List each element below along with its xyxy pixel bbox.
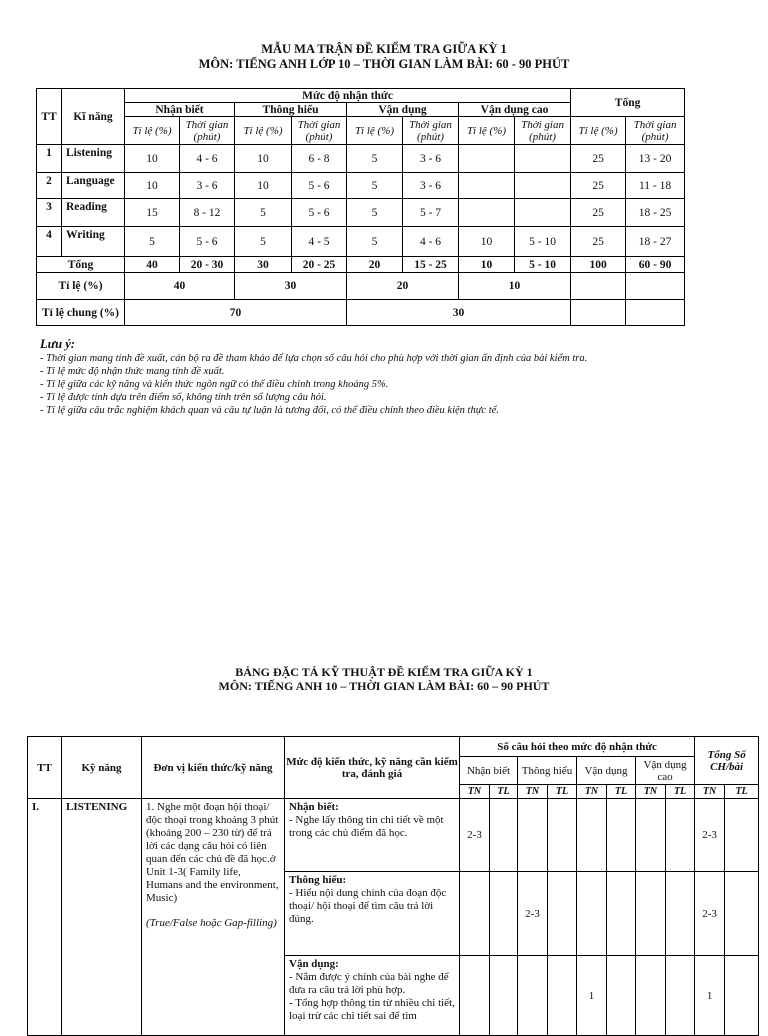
spec-sub-tl: TL <box>607 785 636 799</box>
section-unit <box>142 799 285 1036</box>
table-cell <box>459 145 515 173</box>
table-cell: 25 <box>571 199 626 227</box>
table-cell: 4 - 6 <box>180 145 235 173</box>
row-number: 1 <box>37 145 62 173</box>
ratio-label: Tỉ lệ (%) <box>37 273 125 300</box>
matrix-sub-ratio: Tỉ lệ (%) <box>571 117 626 145</box>
spec-sub-tn: TN <box>460 785 490 799</box>
table-cell: 70 <box>125 300 347 326</box>
table-cell: 2-3 <box>518 872 548 956</box>
matrix-sub-ratio: Tỉ lệ (%) <box>459 117 515 145</box>
table-cell: 10 <box>125 173 180 199</box>
level-desc: - Hiểu nội dung chính của đoạn độc thoại/ hội thoại để tìm câu trả lời đúng. <box>289 887 447 925</box>
table-cell: 5 - 10 <box>515 257 571 273</box>
table-row <box>37 145 685 173</box>
table-cell <box>636 872 666 956</box>
matrix-sub-ratio: Tỉ lệ (%) <box>125 117 180 145</box>
general-ratio-row <box>37 300 685 326</box>
table-cell <box>666 799 695 872</box>
matrix-header-van-dung-cao: Vận dụng cao <box>459 103 571 117</box>
spec-sub-tn: TN <box>577 785 607 799</box>
level-title: Nhận biết: <box>289 801 339 813</box>
table-cell: 5 - 6 <box>180 227 235 257</box>
section-unit-format: (True/False hoặc Gap-filling) <box>146 917 277 929</box>
table-cell <box>548 799 577 872</box>
matrix-header-nhan-biet: Nhận biết <box>125 103 235 117</box>
spec-header-van-dung-cao: Vận dụng cao <box>636 757 695 785</box>
table-cell: 5 <box>347 227 403 257</box>
table-cell: 2-3 <box>695 872 725 956</box>
table-cell <box>518 799 548 872</box>
spec-header-skill: Kỹ năng <box>62 737 142 799</box>
general-ratio-label: Tỉ lệ chung (%) <box>37 300 125 326</box>
spec-header-level: Mức độ kiến thức, kỹ năng cần kiểm tra, đánh giá <box>285 737 460 799</box>
table-cell <box>626 273 685 300</box>
matrix-sub-ratio: Tỉ lệ (%) <box>347 117 403 145</box>
row-skill: Language <box>62 173 125 199</box>
table-cell: 8 - 12 <box>180 199 235 227</box>
table-cell: 2-3 <box>695 799 725 872</box>
table-cell: 30 <box>347 300 571 326</box>
row-number: 4 <box>37 227 62 257</box>
table-cell <box>725 872 759 956</box>
spec-table <box>27 736 759 1036</box>
matrix-header-van-dung: Vận dụng <box>347 103 459 117</box>
spec-sub-tl: TL <box>490 785 518 799</box>
table-cell <box>490 872 518 956</box>
note-item: - Tỉ lệ giữa câu trắc nghiệm khách quan và câu tự luận là tương đối, có thể điều chỉnh theo điều kiện thực tế. <box>40 405 499 416</box>
total-row <box>37 257 685 273</box>
table-cell: 4 - 5 <box>292 227 347 257</box>
table-cell <box>515 173 571 199</box>
table-cell: 30 <box>235 257 292 273</box>
spec-sub-tl: TL <box>725 785 759 799</box>
table-cell: 40 <box>125 273 235 300</box>
table-cell: 5 <box>235 199 292 227</box>
spec-sub-tn: TN <box>636 785 666 799</box>
table-cell: 3 - 6 <box>403 173 459 199</box>
matrix-sub-time: Thời gian (phút) <box>180 117 235 145</box>
matrix-sub-time: Thời gian (phút) <box>626 117 685 145</box>
notes-title: Lưu ý: <box>40 337 75 351</box>
table-cell: 10 <box>235 173 292 199</box>
matrix-header-thong-hieu: Thông hiểu <box>235 103 347 117</box>
matrix-header-total: Tổng <box>571 89 685 117</box>
table-cell: 10 <box>235 145 292 173</box>
table-cell: 15 <box>125 199 180 227</box>
table-cell <box>607 872 636 956</box>
table-cell: 5 <box>347 145 403 173</box>
table-cell: 1 <box>577 956 607 1036</box>
spec-header-tt: TT <box>28 737 62 799</box>
notes-section <box>40 337 740 417</box>
row-skill: Writing <box>62 227 125 257</box>
table-cell <box>666 872 695 956</box>
level-desc: - Nghe lấy thông tin chi tiết về một trong các chủ điểm đã học. <box>289 814 444 839</box>
matrix-title: MẪU MA TRẬN ĐỀ KIỂM TRA GIỮA KỲ 1 <box>261 42 507 56</box>
spec-header-total: Tổng Số CH/bài <box>695 737 759 785</box>
table-cell <box>577 799 607 872</box>
note-item: - Tỉ lệ được tính dựa trên điểm số, không tính trên số lượng câu hỏi. <box>40 392 327 403</box>
row-number: 3 <box>37 199 62 227</box>
level-title: Vận dụng: <box>289 958 339 970</box>
table-cell <box>490 799 518 872</box>
table-cell: 5 - 7 <box>403 199 459 227</box>
table-cell: 20 <box>347 273 459 300</box>
spec-subtitle: MÔN: TIẾNG ANH 10 – THỜI GIAN LÀM BÀI: 60 – 90 PHÚT <box>218 679 550 693</box>
spec-sub-tn: TN <box>695 785 725 799</box>
matrix-subtitle: MÔN: TIẾNG ANH LỚP 10 – THỜI GIAN LÀM BÀI: 60 - 90 PHÚT <box>198 57 570 71</box>
section-skill: LISTENING <box>62 799 142 1036</box>
table-cell: 25 <box>571 227 626 257</box>
section-number: I. <box>28 799 62 1036</box>
matrix-sub-time: Thời gian (phút) <box>515 117 571 145</box>
table-cell <box>577 872 607 956</box>
table-row <box>28 799 759 872</box>
table-cell <box>607 799 636 872</box>
table-cell: 10 <box>459 227 515 257</box>
table-cell: 3 - 6 <box>180 173 235 199</box>
table-cell <box>571 273 626 300</box>
table-cell <box>460 872 490 956</box>
table-cell: 20 - 30 <box>180 257 235 273</box>
spec-header-unit: Đơn vị kiến thức/kỹ năng <box>142 737 285 799</box>
total-label: Tổng <box>37 257 125 273</box>
table-cell: 10 <box>125 145 180 173</box>
spec-header-thong-hieu: Thông hiểu <box>518 757 577 785</box>
table-cell: 18 - 25 <box>626 199 685 227</box>
section-unit-text: 1. Nghe một đoạn hội thoại/ độc thoại trong khoảng 3 phút (khoảng 200 – 230 từ) để trả lời các dạng câu hỏi có liên quan đến các chủ đề đã học.ở Unit 1-3( Family life, Humans and the environment, Music) <box>146 801 279 904</box>
table-cell <box>725 799 759 872</box>
table-cell: 10 <box>459 257 515 273</box>
table-cell <box>626 300 685 326</box>
row-number: 2 <box>37 173 62 199</box>
table-cell <box>515 145 571 173</box>
spec-sub-tl: TL <box>666 785 695 799</box>
matrix-header-skill: Kĩ năng <box>62 89 125 145</box>
spec-sub-tn: TN <box>518 785 548 799</box>
matrix-sub-ratio: Tỉ lệ (%) <box>235 117 292 145</box>
table-cell: 1 <box>695 956 725 1036</box>
spec-header-question-count: Số câu hỏi theo mức độ nhận thức <box>460 737 695 757</box>
table-cell: 60 - 90 <box>626 257 685 273</box>
matrix-table <box>36 88 685 326</box>
note-item: - Tỉ lệ giữa các kỹ năng và kiến thức ngôn ngữ có thể điều chỉnh trong khoảng 5%. <box>40 379 389 390</box>
table-row <box>37 173 685 199</box>
table-cell: 11 - 18 <box>626 173 685 199</box>
table-cell: 5 - 10 <box>515 227 571 257</box>
spec-sub-tl: TL <box>548 785 577 799</box>
table-cell: 25 <box>571 173 626 199</box>
table-cell: 5 - 6 <box>292 199 347 227</box>
ratio-row <box>37 273 685 300</box>
table-cell: 30 <box>235 273 347 300</box>
table-cell: 4 - 6 <box>403 227 459 257</box>
table-cell: 100 <box>571 257 626 273</box>
table-cell <box>459 199 515 227</box>
level-desc: - Nắm được ý chính của bài nghe để đưa ra câu trả lời phù hợp. - Tổng hợp thông tin từ nhiều chi tiết, loại trừ các chi tiết sai để tìm <box>289 971 455 1022</box>
matrix-sub-time: Thời gian (phút) <box>403 117 459 145</box>
spec-header-van-dung: Vận dụng <box>577 757 636 785</box>
table-cell <box>636 799 666 872</box>
level-title: Thông hiểu: <box>289 874 347 886</box>
matrix-header-level: Mức độ nhận thức <box>125 89 571 103</box>
table-cell <box>515 199 571 227</box>
table-cell: 5 <box>125 227 180 257</box>
table-cell: 5 <box>235 227 292 257</box>
table-cell: 20 <box>347 257 403 273</box>
matrix-header-tt: TT <box>37 89 62 145</box>
table-cell <box>571 300 626 326</box>
spec-header-nhan-biet: Nhận biết <box>460 757 518 785</box>
table-cell: 40 <box>125 257 180 273</box>
spec-title: BẢNG ĐẶC TẢ KỸ THUẬT ĐỀ KIỂM TRA GIỮA KỲ 1 <box>235 665 533 679</box>
table-cell: 10 <box>459 273 571 300</box>
table-cell: 2-3 <box>460 799 490 872</box>
table-cell: 25 <box>571 145 626 173</box>
matrix-sub-time: Thời gian (phút) <box>292 117 347 145</box>
table-row <box>37 227 685 257</box>
table-cell: 18 - 27 <box>626 227 685 257</box>
row-skill: Reading <box>62 199 125 227</box>
table-cell: 13 - 20 <box>626 145 685 173</box>
table-row <box>37 199 685 227</box>
table-cell: 15 - 25 <box>403 257 459 273</box>
table-cell <box>548 872 577 956</box>
table-cell: 5 <box>347 199 403 227</box>
row-skill: Listening <box>62 145 125 173</box>
table-cell <box>459 173 515 199</box>
table-cell: 3 - 6 <box>403 145 459 173</box>
level-cell <box>285 799 460 872</box>
level-cell <box>285 872 460 956</box>
table-cell: 6 - 8 <box>292 145 347 173</box>
note-item: - Thời gian mang tính đề xuất, cán bộ ra đề tham khảo để lựa chọn số câu hỏi cho phù hợp với thời gian ấn định của bài kiểm tra. <box>40 353 588 364</box>
note-item: - Tỉ lệ mức độ nhận thức mang tính đề xuất. <box>40 366 225 377</box>
table-cell: 5 - 6 <box>292 173 347 199</box>
table-cell: 5 <box>347 173 403 199</box>
table-cell: 20 - 25 <box>292 257 347 273</box>
